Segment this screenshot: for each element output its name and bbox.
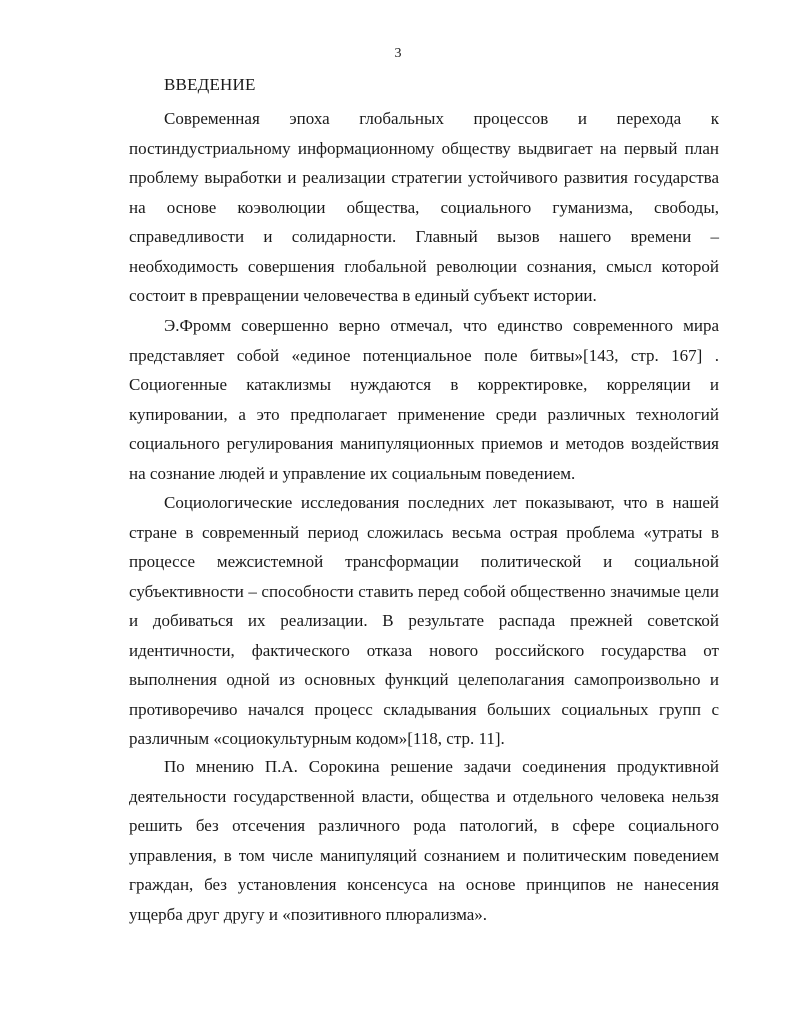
section-heading: ВВЕДЕНИЕ	[164, 75, 256, 94]
paragraph-2: Э.Фромм совершенно верно отмечал, что единство современного мира представляет собой «единое потенциальное поле битвы»[143, стр. 167] . Социогенные катаклизмы нуждаются в корректировке, корреляции и купировании, а это предполагает применение среди различных технологий социального регулирования манипуляционных приемов и методов воздействия на сознание людей и управление их социальным поведением.	[129, 316, 719, 483]
paragraph-1: Современная эпоха глобальных процессов и перехода к постиндустриальному информационному обществу выдвигает на первый план проблему выработки и реализации стратегии устойчивого развития государства на основе коэволюции общества, социального гуманизма, свободы, справедливости и солидарности. Главный вызов нашего времени – необходимость совершения глобальной революции сознания, смысл которой состоит в превращении человечества в единый субъект истории.	[129, 109, 719, 305]
paragraph-4: По мнению П.А. Сорокина решение задачи соединения продуктивной деятельности государственной власти, общества и отдельного человека нельзя решить без отсечения различного рода патологий, в сфере социального управления, в том числе манипуляций сознанием и политическим поведением граждан, без установления консенсуса на основе принципов не нанесения ущерба друг другу и «позитивного плюрализма».	[129, 757, 719, 924]
paragraph-3: Социологические исследования последних лет показывают, что в нашей стране в современный период сложилась весьма острая проблема «утраты в процессе межсистемной трансформации политической и социальной субъективности – способности ставить перед собой общественно значимые цели и добиваться их реализации. В результате распада прежней советской идентичности, фактического отказа нового российского государства от выполнения одной из основных функций целеполагания самопроизвольно и противоречиво начался процесс складывания больших социальных групп с различным «социокультурным кодом»[118, стр. 11].	[129, 493, 719, 748]
page-number: 3	[394, 46, 402, 61]
